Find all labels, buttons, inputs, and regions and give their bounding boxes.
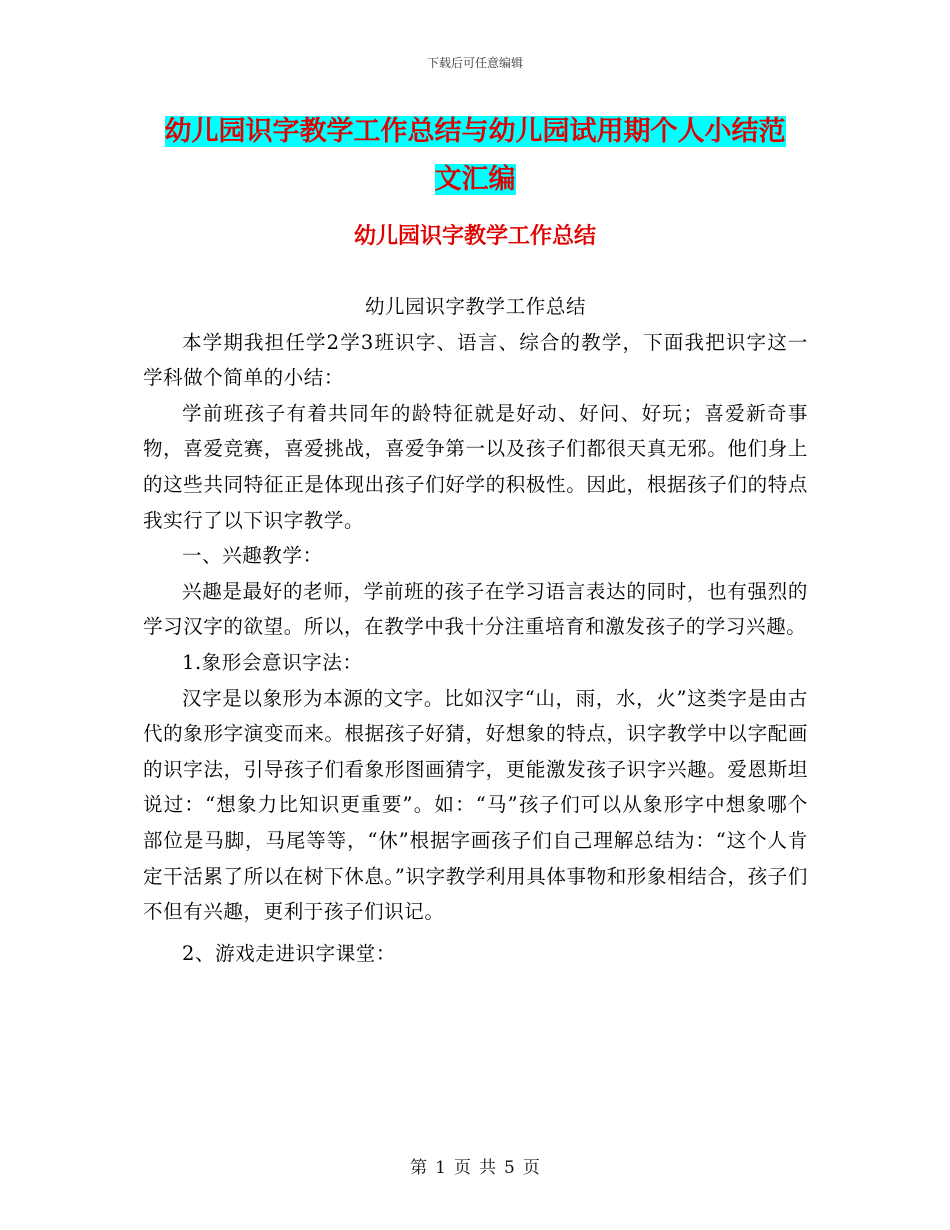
document-body: [143, 289, 808, 971]
paragraph-heading-interest: 一、兴趣教学：: [182, 544, 323, 568]
paragraph-interest: 兴趣是最好的老师，学前班的孩子在学习语言表达的同时，也有强烈的学习汉字的欲望。所以，在教学中我十分注重培育和激发孩子的学习兴趣。: [143, 579, 808, 639]
paragraph-intro: 本学期我担任学2学3班识字、语言、综合的教学，下面我把识字这一学科做个简单的小结：: [143, 330, 808, 390]
paragraph-traits: 学前班孩子有着共同年的龄特征就是好动、好问、好玩；喜爱新奇事物，喜爱竞赛，喜爱挑战，喜爱争第一以及孩子们都很天真无邪。他们身上的这些共同特征正是体现出孩子们好学的积极性。因此，根据孩子们的特点我实行了以下识字教学。: [143, 401, 808, 532]
paragraph-pictographic: 汉字是以象形为本源的文字。比如汉字“山，雨，水，火”这类字是由古代的象形字演变而来。根据孩子好猜，好想象的特点，识字教学中以字配画的识字法，引导孩子们看象形图画猜字，更能激发孩子识字兴趣。爱恩斯坦说过：“想象力比知识更重要”。如：“马”孩子们可以从象形字中想象哪个部位是马脚，马尾等等，“休”根据字画孩子们自己理解总结为：“这个人肯定干活累了所以在树下休息。”识字教学利用具体事物和形象相结合，孩子们不但有兴趣，更利于孩子们识记。: [143, 686, 808, 924]
title-line-2: 文汇编: [434, 164, 516, 195]
paragraph-heading-games: 2、游戏走进识字课堂：: [182, 941, 397, 965]
paragraph-heading-pictographic: 1.象形会意识字法：: [182, 650, 363, 674]
footer-prefix: 第: [410, 1158, 428, 1178]
footer-total-word: 共: [479, 1158, 496, 1178]
footer-total-pages: 5: [504, 1158, 515, 1178]
footer-suffix: 页: [522, 1158, 540, 1178]
section-heading: 幼儿园识字教学工作总结: [353, 223, 596, 249]
footer-page-word: 页: [454, 1158, 471, 1178]
body-subtitle: 幼儿园识字教学工作总结: [364, 295, 587, 318]
footer-current-page: 1: [435, 1158, 446, 1178]
document-title: [150, 108, 800, 204]
page-footer: [0, 1153, 950, 1178]
title-line-1: 幼儿园识字教学工作总结与幼儿园试用期个人小结范: [164, 116, 786, 147]
page-header-note: 下载后可任意编辑: [426, 56, 523, 70]
